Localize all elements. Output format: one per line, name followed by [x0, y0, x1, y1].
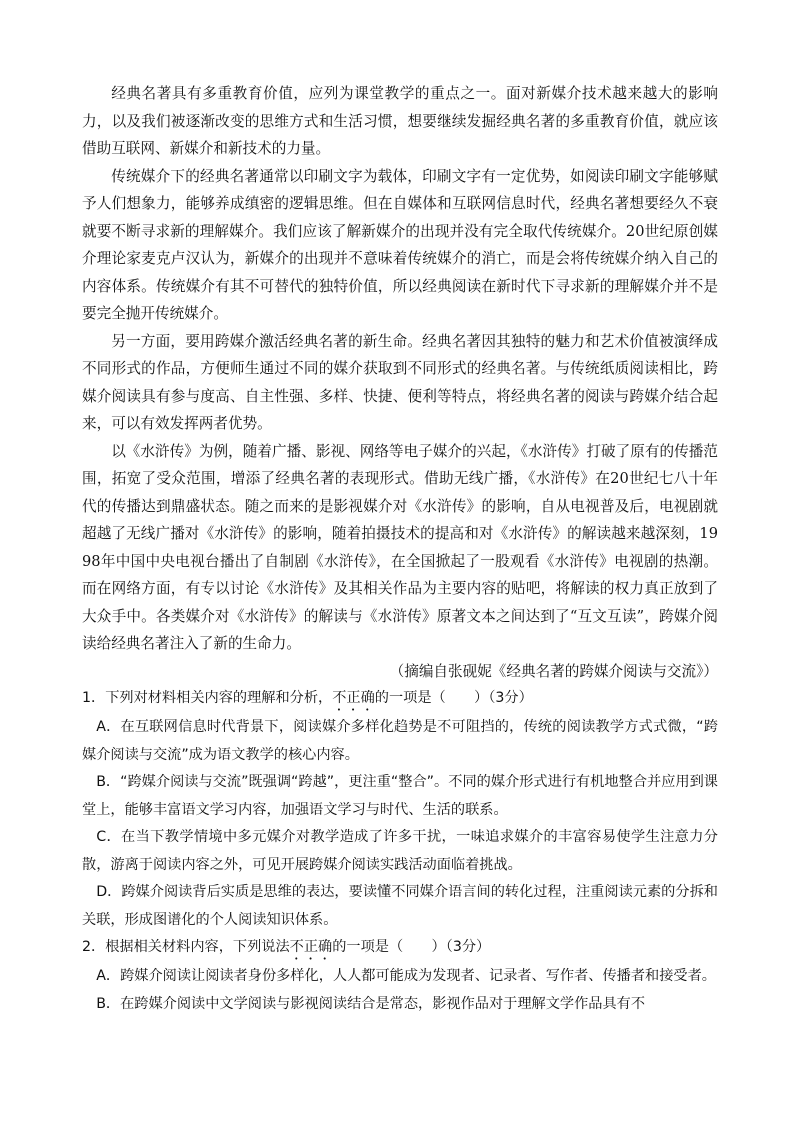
question-stem: [82, 685, 718, 714]
question-stem: [82, 934, 718, 963]
passage-paragraph: 传统媒介下的经典名著通常以印刷文字为载体，印刷文字有一定优势，如阅读印刷文字能够赋予人们想象力，能够养成缜密的逻辑思维。但在自媒体和互联网信息时代，经典名著想要经久不衰就要不断寻求新的理解媒介。我们应该了解新媒介的出现并没有完全取代传统媒介。20世纪原创媒介理论家麦克卢汉认为，新媒介的出现并不意味着传统媒介的消亡，而是会将传统媒介纳入自己的内容体系。传统媒介有其不可替代的独特价值，所以经典阅读在新时代下寻求新的理解媒介并不是要完全抛开传统媒介。: [82, 167, 718, 322]
stem-text: 2．根据相关材料内容，下列说法: [82, 939, 290, 955]
option-b: B．在跨媒介阅读中文学阅读与影视阅读结合是常态，影视作品对于理解文学作品具有不: [96, 995, 646, 1012]
stem-text: 的一项是（ ）（3分）: [374, 690, 533, 706]
option-d: D．跨媒介阅读背后实质是思维的表达，要读懂不同媒介语言间的转化过程，注重阅读元素的分拆和关联，形成图谱化的个人阅读知识体系。: [82, 884, 718, 928]
question-1: [82, 685, 718, 934]
stem-text: 的一项是（ ）（3分）: [332, 939, 491, 955]
document-page: [82, 80, 718, 1018]
option-c: C．在当下教学情境中多元媒介对教学造成了许多干扰，一味追求媒介的丰富容易使学生注意力分散，游离于阅读内容之外，可见开展跨媒介阅读实践活动面临着挑战。: [82, 829, 718, 873]
option-b: B．“跨媒介阅读与交流”既强调“跨越”，更注重“整合”。不同的媒介形式进行有机地整合并应用到课堂上，能够丰富语文学习内容，加强语文学习与时代、生活的联系。: [82, 774, 718, 818]
passage: [82, 80, 718, 685]
stem-emphasis: 不正确: [289, 939, 333, 955]
question-2: [82, 934, 718, 1018]
stem-emphasis: 不正确: [332, 690, 375, 706]
passage-source: （摘编自张砚妮《经典名著的跨媒介阅读与交流》）: [389, 662, 718, 680]
passage-paragraph: 以《水浒传》为例，随着广播、影视、网络等电子媒介的兴起，《水浒传》打破了原有的传播范围，拓宽了受众范围，增添了经典名著的表现形式。借助无线广播，《水浒传》在20世纪七八十年代的传播达到鼎盛状态。随之而来的是影视媒介对《水浒传》的影响，自从电视普及后，电视剧就超越了无线广播对《水浒传》的影响，随着拍摄技术的提高和对《水浒传》的解读越来越深刻，1998年中国中央电视台播出了自制剧《水浒传》，在全国掀起了一股观看《水浒传》电视剧的热潮。而在网络方面，有专以讨论《水浒传》及其相关作品为主要内容的贴吧，将解读的权力真正放到了大众手中。各类媒介对《水浒传》的解读与《水浒传》原著文本之间达到了“互文互读”，跨媒介阅读给经典名著注入了新的生命力。: [82, 442, 718, 652]
passage-paragraph: 经典名著具有多重教育价值，应列为课堂教学的重点之一。面对新媒介技术越来越大的影响力，以及我们被逐渐改变的思维方式和生活习惯，想要继续发掘经典名著的多重教育价值，就应该借助互联网、新媒介和新技术的力量。: [82, 85, 718, 157]
passage-paragraph: 另一方面，要用跨媒介激活经典名著的新生命。经典名著因其独特的魅力和艺术价值被演绎成不同形式的作品，方便师生通过不同的媒介获取到不同形式的经典名著。与传统纸质阅读相比，跨媒介阅读具有参与度高、自主性强、多样、快捷、便利等特点，将经典名著的阅读与跨媒介结合起来，可以有效发挥两者优势。: [82, 332, 718, 432]
stem-text: 1．下列对材料相关内容的理解和分析，: [82, 690, 333, 706]
option-a: A．在互联网信息时代背景下，阅读媒介多样化趋势是不可阻挡的，传统的阅读教学方式式微，“跨媒介阅读与交流”成为语文教学的核心内容。: [82, 719, 718, 763]
option-a: A．跨媒介阅读让阅读者身份多样化，人人都可能成为发现者、记录者、写作者、传播者和接受者。: [96, 968, 716, 984]
